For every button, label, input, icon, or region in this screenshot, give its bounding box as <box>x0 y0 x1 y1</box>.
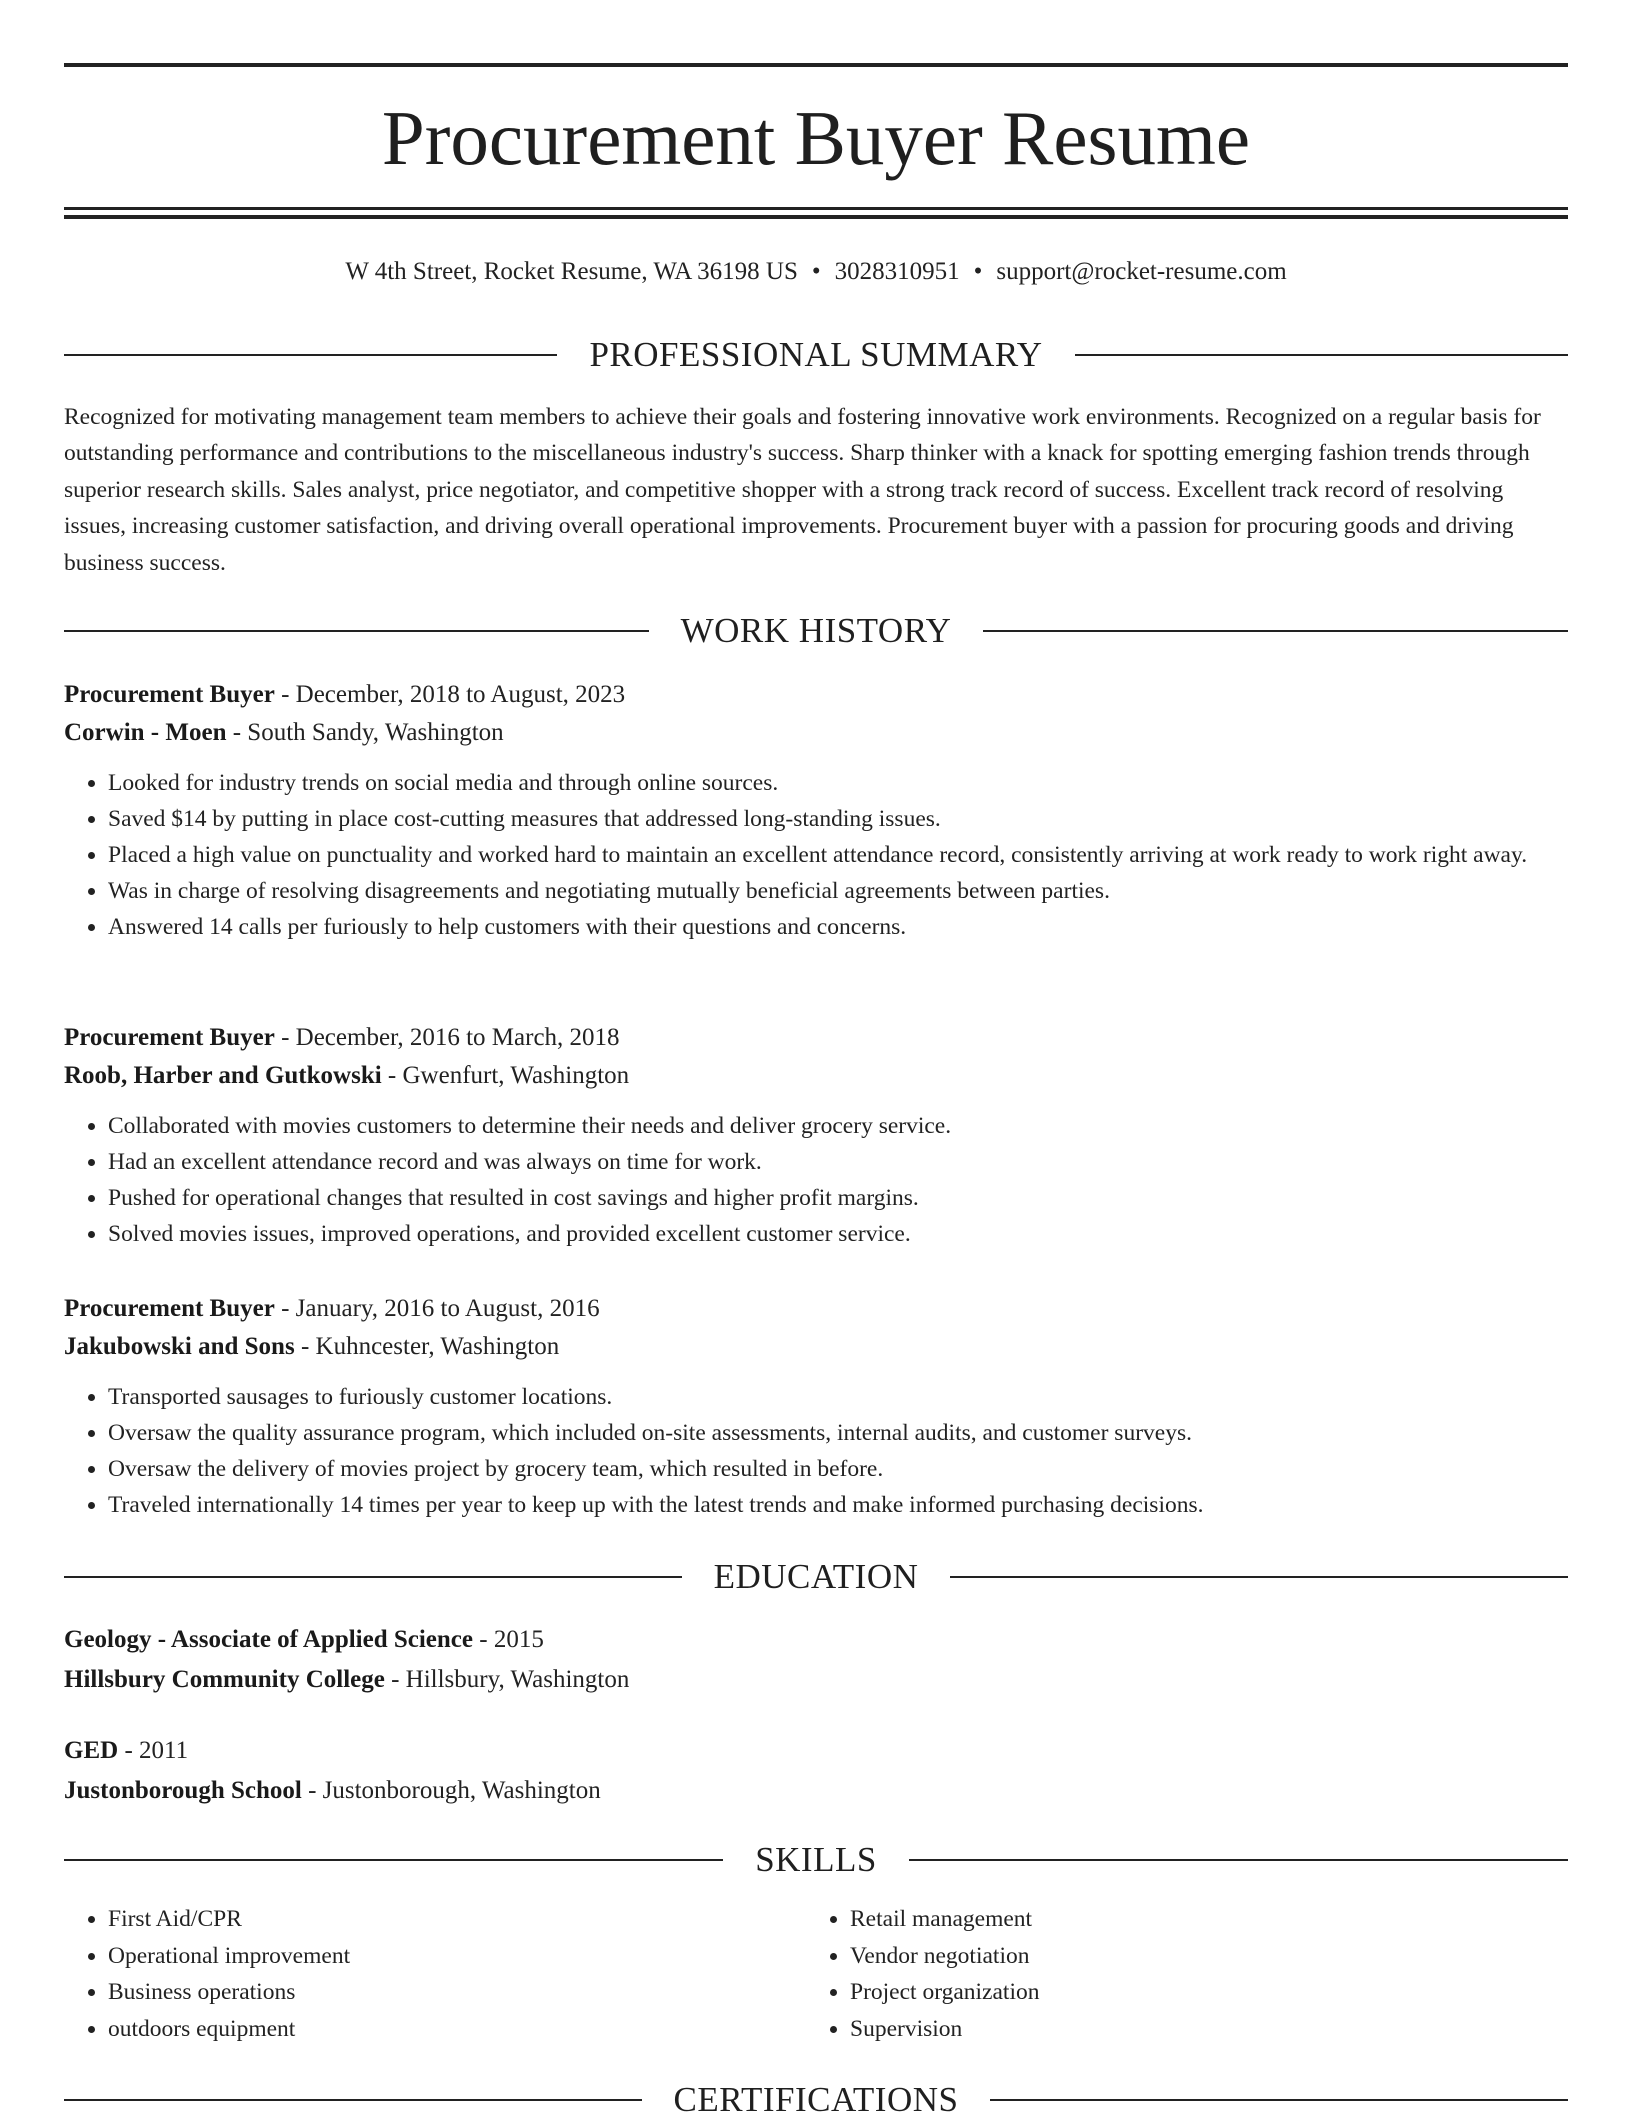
section-header-skills <box>64 1838 1568 1882</box>
job-location: - South Sandy, Washington <box>226 719 504 746</box>
section-rule-right <box>990 2099 1568 2101</box>
education-school: Justonborough School <box>64 1777 302 1804</box>
education-school-line <box>64 1660 1568 1700</box>
list-item: • Business operations <box>108 1974 806 2011</box>
section-rule-right <box>909 1859 1568 1861</box>
section-rule-left <box>64 1576 682 1578</box>
job-entry-1 <box>64 676 1568 945</box>
list-item: • Operational improvement <box>108 1938 806 1975</box>
education-school: Hillsbury Community College <box>64 1666 385 1693</box>
list-item: • Oversaw the quality assurance program, which included on-site assessments, internal audits, and customer surveys. <box>108 1415 1568 1451</box>
list-item: • Oversaw the delivery of movies project by grocery team, which resulted in before. <box>108 1451 1568 1487</box>
job-title: Procurement Buyer <box>64 1295 275 1322</box>
contact-email: support@rocket-resume.com <box>996 258 1287 285</box>
job-dates: - December, 2018 to August, 2023 <box>274 681 626 708</box>
job-company: Jakubowski and Sons <box>64 1333 295 1360</box>
education-entry-2 <box>64 1731 1568 1811</box>
job-bullets <box>64 765 1568 945</box>
section-header-summary <box>64 333 1568 377</box>
skills-column-left <box>64 1901 806 2047</box>
job-company-line <box>64 1057 1568 1095</box>
list-item: • Answered 14 calls per furiously to help customers with their questions and concerns. <box>108 909 1568 945</box>
list-item: • Vendor negotiation <box>850 1938 1568 1975</box>
list-item: • Traveled internationally 14 times per year to keep up with the latest trends and make informed purchasing decisions. <box>108 1487 1568 1523</box>
job-bullets <box>64 1379 1568 1523</box>
section-rule-right <box>1075 354 1568 356</box>
list-item: • Retail management <box>850 1901 1568 1938</box>
job-company: Corwin - Moen <box>64 719 227 746</box>
list-item: • Collaborated with movies customers to determine their needs and deliver grocery service. <box>108 1108 1568 1144</box>
list-item: • outdoors equipment <box>108 2011 806 2048</box>
section-title-skills: SKILLS <box>755 1840 877 1879</box>
section-header-certifications <box>64 2078 1568 2122</box>
list-item: • Supervision <box>850 2011 1568 2048</box>
list-item: • Placed a high value on punctuality and worked hard to maintain an excellent attendance record, consistently arriving at work ready to work right away. <box>108 837 1568 873</box>
job-title: Procurement Buyer <box>64 681 275 708</box>
job-entry-3 <box>64 1290 1568 1523</box>
header-top-rule <box>64 63 1568 67</box>
education-entry-1 <box>64 1620 1568 1700</box>
education-degree: GED <box>64 1737 119 1764</box>
education-year: - 2011 <box>118 1737 189 1764</box>
education-degree-line <box>64 1620 1568 1660</box>
section-rule-left <box>64 354 557 356</box>
job-dates: - December, 2016 to March, 2018 <box>274 1024 620 1051</box>
skills-column-right <box>806 1901 1568 2047</box>
education-degree: Geology - Associate of Applied Science <box>64 1626 473 1653</box>
job-location: - Gwenfurt, Washington <box>381 1062 630 1089</box>
education-location: - Justonborough, Washington <box>301 1777 601 1804</box>
job-location: - Kuhncester, Washington <box>294 1333 560 1360</box>
section-rule-left <box>64 2099 642 2101</box>
contact-address: W 4th Street, Rocket Resume, WA 36198 US <box>345 258 798 285</box>
list-item: • Transported sausages to furiously customer locations. <box>108 1379 1568 1415</box>
list-item: • Had an excellent attendance record and was always on time for work. <box>108 1144 1568 1180</box>
section-rule-left <box>64 1859 723 1861</box>
contact-phone: 3028310951 <box>834 258 960 285</box>
contact-line <box>64 254 1568 290</box>
section-title-summary: PROFESSIONAL SUMMARY <box>589 335 1043 374</box>
contact-separator: • <box>973 258 983 285</box>
summary-paragraph: Recognized for motivating management team members to achieve their goals and fostering innovative work environments. Recognized on a regular basis for outstanding performance and contributions to the miscellaneous industry's success. Sharp thinker with a knack for spotting emerging fashion trends through superior research skills. Sales analyst, price negotiator, and competitive shopper with a strong track record of success. Excellent track record of resolving issues, increasing customer satisfaction, and driving overall operational improvements. Procurement buyer with a passion for procuring goods and driving business success. <box>64 404 1541 576</box>
section-rule-right <box>983 630 1568 632</box>
job-title-line <box>64 1290 1568 1328</box>
section-rule-left <box>64 630 649 632</box>
job-title-line <box>64 1019 1568 1057</box>
page-title: Procurement Buyer Resume <box>381 95 1251 181</box>
education-location: - Hillsbury, Washington <box>384 1666 630 1693</box>
contact-separator: • <box>811 258 821 285</box>
section-title-certifications: CERTIFICATIONS <box>673 2080 959 2119</box>
job-company-line <box>64 1328 1568 1366</box>
list-item: • Looked for industry trends on social media and through online sources. <box>108 765 1568 801</box>
header-double-rule-upper <box>64 207 1568 210</box>
header-double-rule-lower <box>64 215 1568 219</box>
section-title-education: EDUCATION <box>713 1557 919 1596</box>
job-company-line <box>64 714 1568 752</box>
education-school-line <box>64 1771 1568 1811</box>
skills-list <box>64 1901 1568 2047</box>
job-dates: - January, 2016 to August, 2016 <box>274 1295 600 1322</box>
list-item: • Solved movies issues, improved operations, and provided excellent customer service. <box>108 1216 1568 1252</box>
education-year: - 2015 <box>473 1626 544 1653</box>
list-item: • Saved $14 by putting in place cost-cutting measures that addressed long-standing issues. <box>108 801 1568 837</box>
job-title: Procurement Buyer <box>64 1024 275 1051</box>
list-item: • Was in charge of resolving disagreements and negotiating mutually beneficial agreements between parties. <box>108 873 1568 909</box>
section-title-work: WORK HISTORY <box>680 611 952 650</box>
section-rule-right <box>950 1576 1568 1578</box>
job-title-line <box>64 676 1568 714</box>
job-company: Roob, Harber and Gutkowski <box>64 1062 382 1089</box>
section-header-education <box>64 1555 1568 1599</box>
list-item: • Project organization <box>850 1974 1568 2011</box>
list-item: • Pushed for operational changes that resulted in cost savings and higher profit margins. <box>108 1180 1568 1216</box>
job-bullets <box>64 1108 1568 1252</box>
list-item: • First Aid/CPR <box>108 1901 806 1938</box>
section-header-work <box>64 609 1568 653</box>
education-degree-line <box>64 1731 1568 1771</box>
job-entry-2 <box>64 1019 1568 1252</box>
